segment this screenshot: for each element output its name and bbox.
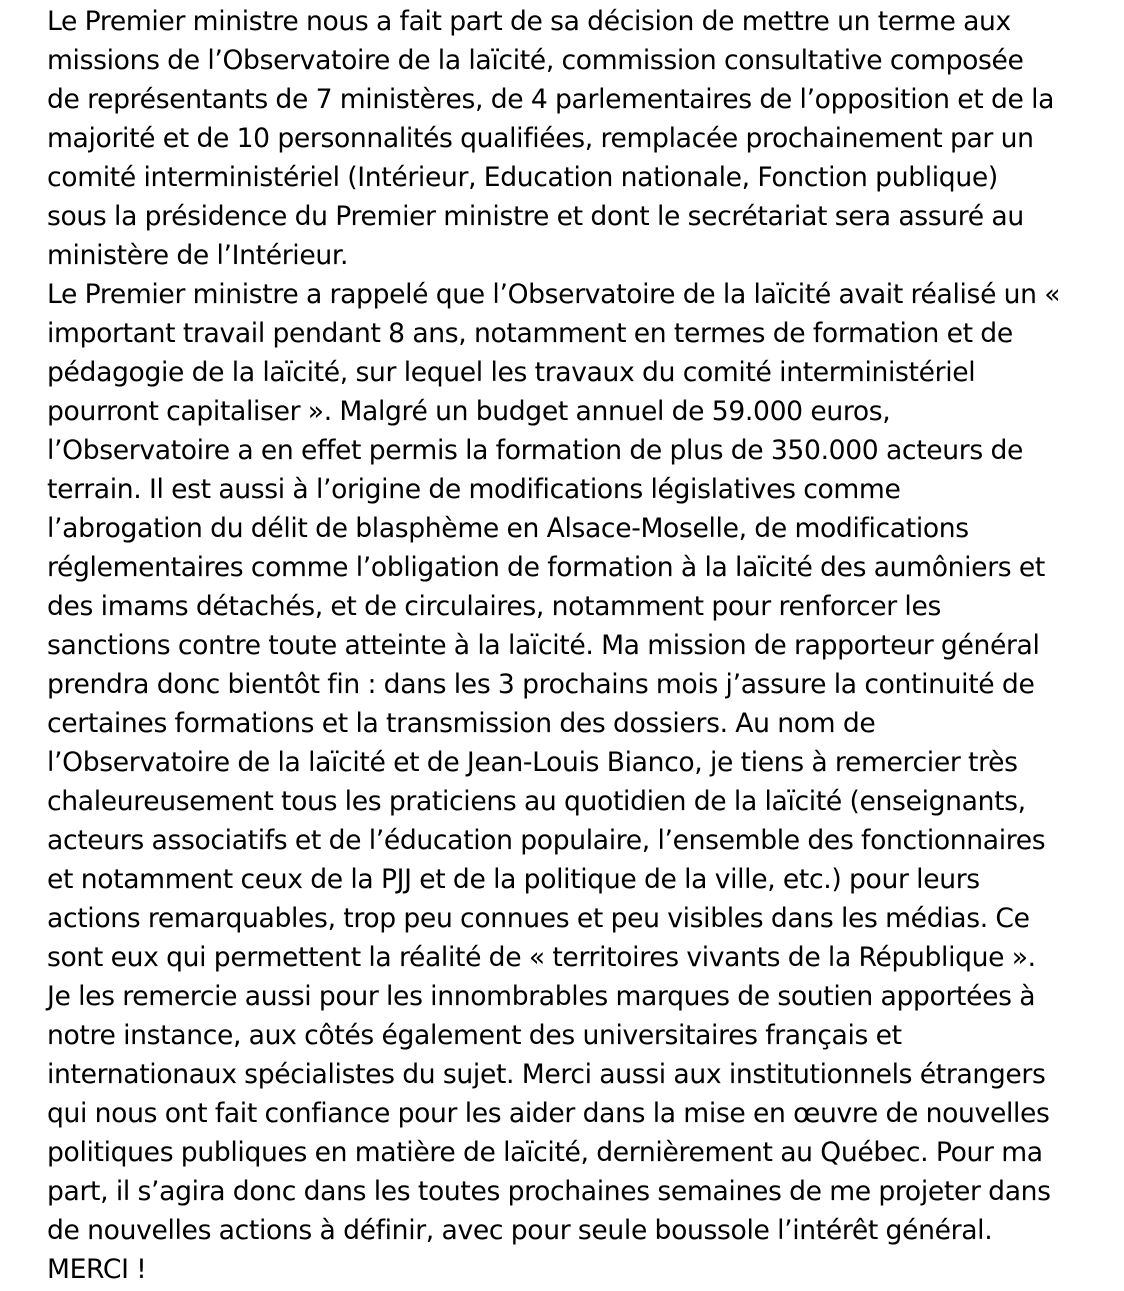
text-line: notre instance, aux côtés également des universitaires français et (47, 1020, 902, 1051)
text-line: l’Observatoire de la laïcité et de Jean-Louis Bianco, je tiens à remercier très (47, 747, 1018, 778)
text-line: majorité et de 10 personnalités qualifiées, remplacée prochainement par un (47, 123, 1034, 154)
text-line: internationaux spécialistes du sujet. Merci aussi aux institutionnels étrangers (47, 1059, 1046, 1090)
text-line: pourront capitaliser ». Malgré un budget annuel de 59.000 euros, (47, 396, 891, 427)
text-line: pédagogie de la laïcité, sur lequel les travaux du comité interministériel (47, 357, 976, 388)
text-line: des imams détachés, et de circulaires, notamment pour renforcer les (47, 591, 941, 622)
text-line: prendra donc bientôt fin : dans les 3 prochains mois j’assure la continuité de (47, 669, 1035, 700)
text-line-closing: MERCI ! (47, 1254, 147, 1285)
text-line: actions remarquables, trop peu connues et peu visibles dans les médias. Ce (47, 903, 1030, 934)
text-line: chaleureusement tous les praticiens au quotidien de la laïcité (enseignants, (47, 786, 1026, 817)
text-line: certaines formations et la transmission des dossiers. Au nom de (47, 708, 876, 739)
text-line: part, il s’agira donc dans les toutes prochaines semaines de me projeter dans (47, 1176, 1051, 1207)
text-line: sous la présidence du Premier ministre et dont le secrétariat sera assuré au (47, 201, 1024, 232)
text-line: Je les remercie aussi pour les innombrables marques de soutien apportées à (47, 981, 1036, 1012)
paragraph-1 (47, 2, 1119, 275)
statement-text (47, 2, 1119, 1289)
text-line: réglementaires comme l’obligation de formation à la laïcité des aumôniers et (47, 552, 1045, 583)
text-line: l’abrogation du délit de blasphème en Alsace-Moselle, de modifications (47, 513, 969, 544)
text-line: missions de l’Observatoire de la laïcité, commission consultative composée (47, 45, 1024, 76)
text-line: terrain. Il est aussi à l’origine de modifications législatives comme (47, 474, 901, 505)
text-line: comité interministériel (Intérieur, Education nationale, Fonction publique) (47, 162, 998, 193)
text-line: ministère de l’Intérieur. (47, 240, 349, 271)
text-line: Le Premier ministre nous a fait part de sa décision de mettre un terme aux (47, 6, 1011, 37)
text-line: de représentants de 7 ministères, de 4 parlementaires de l’opposition et de la (47, 84, 1055, 115)
text-line: l’Observatoire a en effet permis la formation de plus de 350.000 acteurs de (47, 435, 1024, 466)
text-line: qui nous ont fait confiance pour les aider dans la mise en œuvre de nouvelles (47, 1098, 1050, 1129)
text-line: et notamment ceux de la PJJ et de la politique de la ville, etc.) pour leurs (47, 864, 980, 895)
text-line: Le Premier ministre a rappelé que l’Observatoire de la laïcité avait réalisé un « (47, 279, 1061, 310)
text-line: sont eux qui permettent la réalité de « territoires vivants de la République ». (47, 942, 1036, 973)
text-line: politiques publiques en matière de laïcité, dernièrement au Québec. Pour ma (47, 1137, 1043, 1168)
text-line: de nouvelles actions à définir, avec pour seule boussole l’intérêt général. (47, 1215, 993, 1246)
text-line: acteurs associatifs et de l’éducation populaire, l’ensemble des fonctionnaires (47, 825, 1046, 856)
text-line: sanctions contre toute atteinte à la laïcité. Ma mission de rapporteur général (47, 630, 1040, 661)
text-line: important travail pendant 8 ans, notamment en termes de formation et de (47, 318, 1013, 349)
paragraph-2 (47, 275, 1119, 1289)
